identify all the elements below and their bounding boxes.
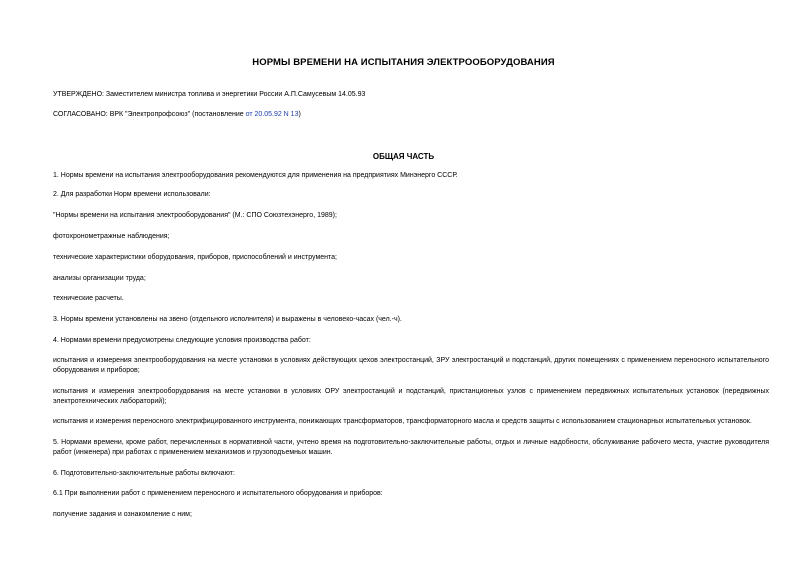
paragraph-2-item: технические характеристики оборудования, приборов, приспособлений и инструмента; <box>53 254 337 261</box>
approved-line: УТВЕРЖДЕНО: Заместителем министра топлива и энергетики России А.П.Самусевым 14.05.93 <box>53 91 366 98</box>
paragraph-6: 6. Подготовительно-заключительные работы включают: <box>53 470 235 477</box>
paragraph-2-item: "Нормы времени на испытания электрооборудования" (М.: СПО Союзтехэнерго, 1989); <box>53 212 337 219</box>
resolution-link[interactable]: от 20.05.92 N 13 <box>245 111 299 118</box>
paragraph-2-item: технические расчеты. <box>53 295 124 302</box>
document-title: НОРМЫ ВРЕМЕНИ НА ИСПЫТАНИЯ ЭЛЕКТРООБОРУДОВАНИЯ <box>252 57 555 68</box>
section-title: ОБЩАЯ ЧАСТЬ <box>372 152 435 161</box>
paragraph-4-item: испытания и измерения электрооборудования на месте установки в условиях действующих цехов электростанций, ЗРУ электростанций и подстанций, других помещениях с применением переносного испытательного оборудования и приборов; <box>53 357 769 374</box>
paragraph-2-item: фотохронометражные наблюдения; <box>53 233 170 240</box>
paragraph-2-item: анализы организации труда; <box>53 275 146 282</box>
paragraph-4: 4. Нормами времени предусмотрены следующие условия производства работ: <box>53 337 311 344</box>
paragraph-1: 1. Нормы времени на испытания электрооборудования рекомендуются для применения на предприятиях Минэнерго СССР. <box>53 172 458 179</box>
paragraph-4-item: испытания и измерения переносного электрифицированного инструмента, понижающих трансформаторов, трансформаторного масла и средств защиты с использованием стационарных испытательных установок. <box>53 418 752 425</box>
paragraph-6-1-item: получение задания и ознакомление с ним; <box>53 511 192 518</box>
agreed-suffix: ) <box>298 111 301 118</box>
agreed-prefix: СОГЛАСОВАНО: ВРК "Электропрофсоюз" (постановление <box>53 111 246 118</box>
paragraph-6-1: 6.1 При выполнении работ с применением переносного и испытательного оборудования и приборов: <box>53 490 383 497</box>
paragraph-2: 2. Для разработки Норм времени использовали: <box>53 191 211 198</box>
agreed-line <box>53 110 769 120</box>
paragraph-3: 3. Нормы времени установлены на звено (отдельного исполнителя) и выражены в человеко-часах (чел.-ч). <box>53 316 402 323</box>
paragraph-5: 5. Нормами времени, кроме работ, перечисленных в нормативной части, учтено время на подготовительно-заключительные работы, отдых и личные надобности, обслуживание рабочего места, участие руководителя работ (инженера) при работах с применением механизмов и грузоподъемных машин. <box>53 439 769 456</box>
paragraph-4-item: испытания и измерения электрооборудования на месте установки в условиях ОРУ электростанций и подстанций, пристанционных узлов с применением передвижных испытательных установок (передвижных электротехнических лабораторий); <box>53 388 769 405</box>
